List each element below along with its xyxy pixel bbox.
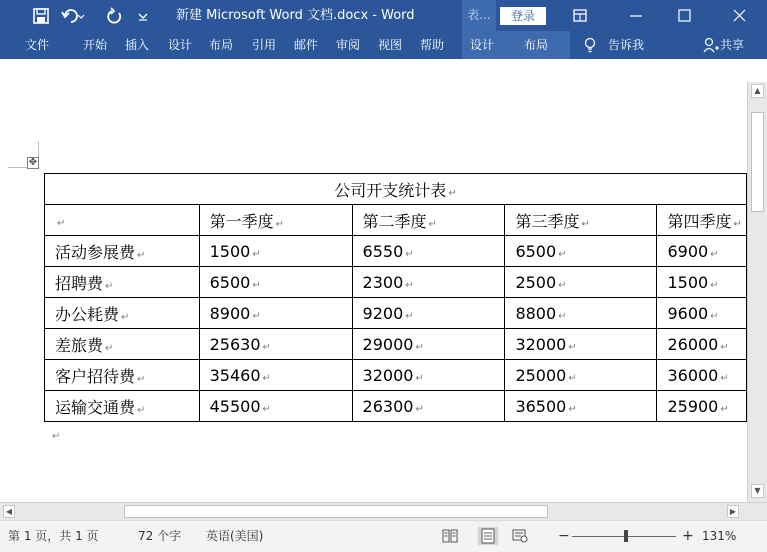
table-cell[interactable] xyxy=(199,391,352,422)
table-cell[interactable] xyxy=(657,391,747,422)
paragraph-mark-icon: ↵ xyxy=(448,187,457,199)
paragraph-mark-icon: ↵ xyxy=(137,404,146,416)
table-row xyxy=(45,298,747,329)
table-cell[interactable] xyxy=(199,267,352,298)
table-cell[interactable] xyxy=(352,329,505,360)
scroll-right-icon[interactable]: ▶ xyxy=(727,505,739,518)
table-row xyxy=(45,236,747,267)
language-indicator[interactable]: 英语(美国) xyxy=(206,529,264,543)
cell-value: 45500 xyxy=(209,396,261,416)
table-cell[interactable] xyxy=(505,267,657,298)
table-cell[interactable] xyxy=(45,360,200,391)
table-cell[interactable] xyxy=(352,360,505,391)
cell-value: 第二季度 xyxy=(362,211,427,231)
row-label: 差旅费 xyxy=(55,335,104,355)
row-label: 活动参展费 xyxy=(55,242,136,262)
table-cell[interactable] xyxy=(352,236,505,267)
table-cell[interactable] xyxy=(45,329,200,360)
title-bar xyxy=(0,0,767,31)
table-cell[interactable] xyxy=(505,391,657,422)
paragraph-mark-icon: ↵ xyxy=(405,310,414,322)
paragraph-mark-icon: ↵ xyxy=(262,403,271,415)
paragraph-mark-icon: ↵ xyxy=(405,248,414,260)
cell-value: 8800 xyxy=(515,303,557,323)
paragraph-mark-icon: ↵ xyxy=(558,248,567,260)
cell-value: 9200 xyxy=(362,303,404,323)
web-layout-icon[interactable] xyxy=(512,529,528,543)
zoom-level[interactable]: 131% xyxy=(702,529,737,543)
save-icon[interactable] xyxy=(32,7,50,25)
cell-value: 32000 xyxy=(515,334,567,354)
cell-value: 25000 xyxy=(515,365,567,385)
paragraph-mark-icon: ↵ xyxy=(558,310,567,322)
table-cell[interactable] xyxy=(657,360,747,391)
document-title: 新建 Microsoft Word 文档.docx - Word xyxy=(176,8,415,23)
row-label: 招聘费 xyxy=(55,273,104,293)
cell-value: 29000 xyxy=(362,334,414,354)
table-cell[interactable] xyxy=(505,236,657,267)
table-cell[interactable] xyxy=(657,236,747,267)
cell-value: 6900 xyxy=(667,241,709,261)
redo-icon[interactable] xyxy=(106,7,124,25)
tell-me-search[interactable]: 告诉我 xyxy=(608,38,645,52)
tab-table-layout[interactable]: 布局 xyxy=(524,38,549,52)
paragraph-mark-icon: ↵ xyxy=(57,217,66,229)
scroll-up-icon[interactable]: ▲ xyxy=(751,84,764,98)
cell-value: 第三季度 xyxy=(515,211,580,231)
paragraph-mark-icon: ↵ xyxy=(568,372,577,384)
table-tools-label: 表... xyxy=(462,0,496,31)
paragraph-mark-icon: ↵ xyxy=(710,310,719,322)
paragraph-mark-icon: ↵ xyxy=(581,218,590,230)
cell-value: 26000 xyxy=(667,334,719,354)
cell-value: 第四季度 xyxy=(667,211,732,231)
table-move-handle-icon[interactable]: ✥ xyxy=(28,157,38,168)
row-label: 办公耗费 xyxy=(55,304,120,324)
document-canvas[interactable] xyxy=(0,59,747,502)
paragraph-mark-icon: ↵ xyxy=(415,341,424,353)
paragraph-mark-icon: ↵ xyxy=(710,279,719,291)
paragraph-mark-icon: ↵ xyxy=(720,372,729,384)
cell-value: 6500 xyxy=(209,272,251,292)
expense-table[interactable] xyxy=(44,173,747,422)
table-cell[interactable] xyxy=(505,329,657,360)
cell-value: 2300 xyxy=(362,272,404,292)
table-row xyxy=(45,360,747,391)
table-cell[interactable] xyxy=(352,391,505,422)
table-cell[interactable] xyxy=(657,329,747,360)
cell-value: 9600 xyxy=(667,303,709,323)
table-cell[interactable] xyxy=(199,360,352,391)
table-cell[interactable] xyxy=(352,298,505,329)
table-cell[interactable] xyxy=(45,267,200,298)
tab-layout[interactable]: 布局 xyxy=(209,38,234,52)
paragraph-mark-icon: ↵ xyxy=(720,403,729,415)
table-cell[interactable] xyxy=(199,298,352,329)
word-count[interactable]: 72 个字 xyxy=(138,529,182,543)
row-label: 运输交通费 xyxy=(55,397,136,417)
paragraph-mark-icon: ↵ xyxy=(415,403,424,415)
paragraph-mark-icon: ↵ xyxy=(415,372,424,384)
cell-value: 25900 xyxy=(667,396,719,416)
cell-value: 6550 xyxy=(362,241,404,261)
table-header-row xyxy=(45,205,747,236)
table-cell[interactable] xyxy=(199,236,352,267)
read-mode-icon[interactable] xyxy=(442,529,458,543)
tab-design[interactable]: 设计 xyxy=(168,38,193,52)
tab-home[interactable]: 开始 xyxy=(83,38,108,52)
cell-value: 第一季度 xyxy=(209,211,274,231)
zoom-slider-thumb[interactable] xyxy=(624,530,628,542)
cell-value: 1500 xyxy=(667,272,709,292)
horizontal-scroll-thumb[interactable] xyxy=(124,505,548,518)
share-person-icon[interactable] xyxy=(703,37,719,53)
table-cell[interactable] xyxy=(657,267,747,298)
maximize-icon[interactable] xyxy=(664,0,704,31)
close-icon[interactable] xyxy=(719,0,759,31)
paragraph-mark-icon: ↵ xyxy=(252,248,261,260)
tab-insert[interactable]: 插入 xyxy=(125,38,150,52)
table-row xyxy=(45,329,747,360)
paragraph-mark-icon: ↵ xyxy=(52,431,61,442)
paragraph-mark-icon: ↵ xyxy=(720,341,729,353)
zoom-in-icon[interactable]: + xyxy=(682,528,694,544)
paragraph-mark-icon: ↵ xyxy=(568,403,577,415)
tab-file[interactable]: 文件 xyxy=(25,38,50,52)
paragraph-mark-icon: ↵ xyxy=(105,280,114,292)
cell-value: 35460 xyxy=(209,365,261,385)
vertical-scroll-thumb[interactable] xyxy=(751,112,764,212)
cell-value: 32000 xyxy=(362,365,414,385)
paragraph-mark-icon: ↵ xyxy=(262,372,271,384)
table-cell[interactable] xyxy=(45,298,200,329)
row-label: 客户招待费 xyxy=(55,366,136,386)
share-button[interactable]: 共享 xyxy=(720,38,745,52)
table-cell[interactable] xyxy=(45,391,200,422)
scroll-left-icon[interactable]: ◀ xyxy=(3,505,15,518)
paragraph-mark-icon: ↵ xyxy=(428,218,437,230)
status-bar xyxy=(0,520,767,552)
paragraph-mark-icon: ↵ xyxy=(252,310,261,322)
table-cell[interactable] xyxy=(505,298,657,329)
table-cell[interactable] xyxy=(352,205,505,236)
zoom-out-icon[interactable]: − xyxy=(558,528,570,544)
tab-table-design[interactable]: 设计 xyxy=(470,38,495,52)
cell-value: 36500 xyxy=(515,396,567,416)
print-layout-icon[interactable] xyxy=(478,527,498,545)
paragraph-mark-icon: ↵ xyxy=(262,341,271,353)
paragraph-mark-icon: ↵ xyxy=(252,279,261,291)
table-cell[interactable] xyxy=(352,267,505,298)
table-caption-row xyxy=(45,174,747,205)
paragraph-mark-icon: ↵ xyxy=(137,373,146,385)
tab-mailings[interactable]: 邮件 xyxy=(294,38,319,52)
scroll-down-icon[interactable]: ▼ xyxy=(751,484,764,498)
vertical-scrollbar[interactable] xyxy=(747,82,767,502)
paragraph-mark-icon: ↵ xyxy=(137,249,146,261)
table-cell[interactable] xyxy=(505,205,657,236)
paragraph-mark-icon: ↵ xyxy=(405,279,414,291)
tab-view[interactable]: 视图 xyxy=(378,38,403,52)
cell-value: 6500 xyxy=(515,241,557,261)
cell-value: 36000 xyxy=(667,365,719,385)
lightbulb-icon[interactable] xyxy=(583,37,597,53)
table-cell[interactable] xyxy=(505,360,657,391)
cell-value: 8900 xyxy=(209,303,251,323)
login-button[interactable]: 登录 xyxy=(500,7,546,25)
horizontal-scrollbar[interactable] xyxy=(0,502,767,520)
undo-icon[interactable] xyxy=(60,7,86,25)
ribbon-display-options-icon[interactable] xyxy=(560,0,600,31)
cell-value: 1500 xyxy=(209,241,251,261)
table-cell[interactable] xyxy=(45,236,200,267)
table-row xyxy=(45,391,747,422)
customize-quick-access-icon[interactable] xyxy=(136,7,150,25)
table-cell[interactable] xyxy=(657,298,747,329)
table-caption: 公司开支统计表 xyxy=(334,180,447,200)
table-cell[interactable] xyxy=(199,329,352,360)
page-info[interactable]: 第 1 页，共 1 页 xyxy=(8,529,99,543)
paragraph-mark-icon: ↵ xyxy=(105,342,114,354)
cell-value: 26300 xyxy=(362,396,414,416)
cell-value: 25630 xyxy=(209,334,261,354)
table-cell[interactable] xyxy=(45,205,200,236)
paragraph-mark-icon: ↵ xyxy=(710,248,719,260)
paragraph-mark-icon: ↵ xyxy=(568,341,577,353)
paragraph-mark-icon: ↵ xyxy=(558,279,567,291)
paragraph-mark-icon: ↵ xyxy=(121,311,130,323)
tab-help[interactable]: 帮助 xyxy=(420,38,445,52)
ribbon-tabs xyxy=(0,31,767,59)
tab-review[interactable]: 审阅 xyxy=(336,38,361,52)
table-caption-cell[interactable] xyxy=(45,174,747,205)
minimize-icon[interactable] xyxy=(616,0,656,31)
paragraph-mark-icon: ↵ xyxy=(733,218,742,230)
table-cell[interactable] xyxy=(199,205,352,236)
paragraph-mark-icon: ↵ xyxy=(275,218,285,230)
tab-references[interactable]: 引用 xyxy=(252,38,277,52)
cell-value: 2500 xyxy=(515,272,557,292)
table-row xyxy=(45,267,747,298)
table-cell[interactable] xyxy=(657,205,747,236)
